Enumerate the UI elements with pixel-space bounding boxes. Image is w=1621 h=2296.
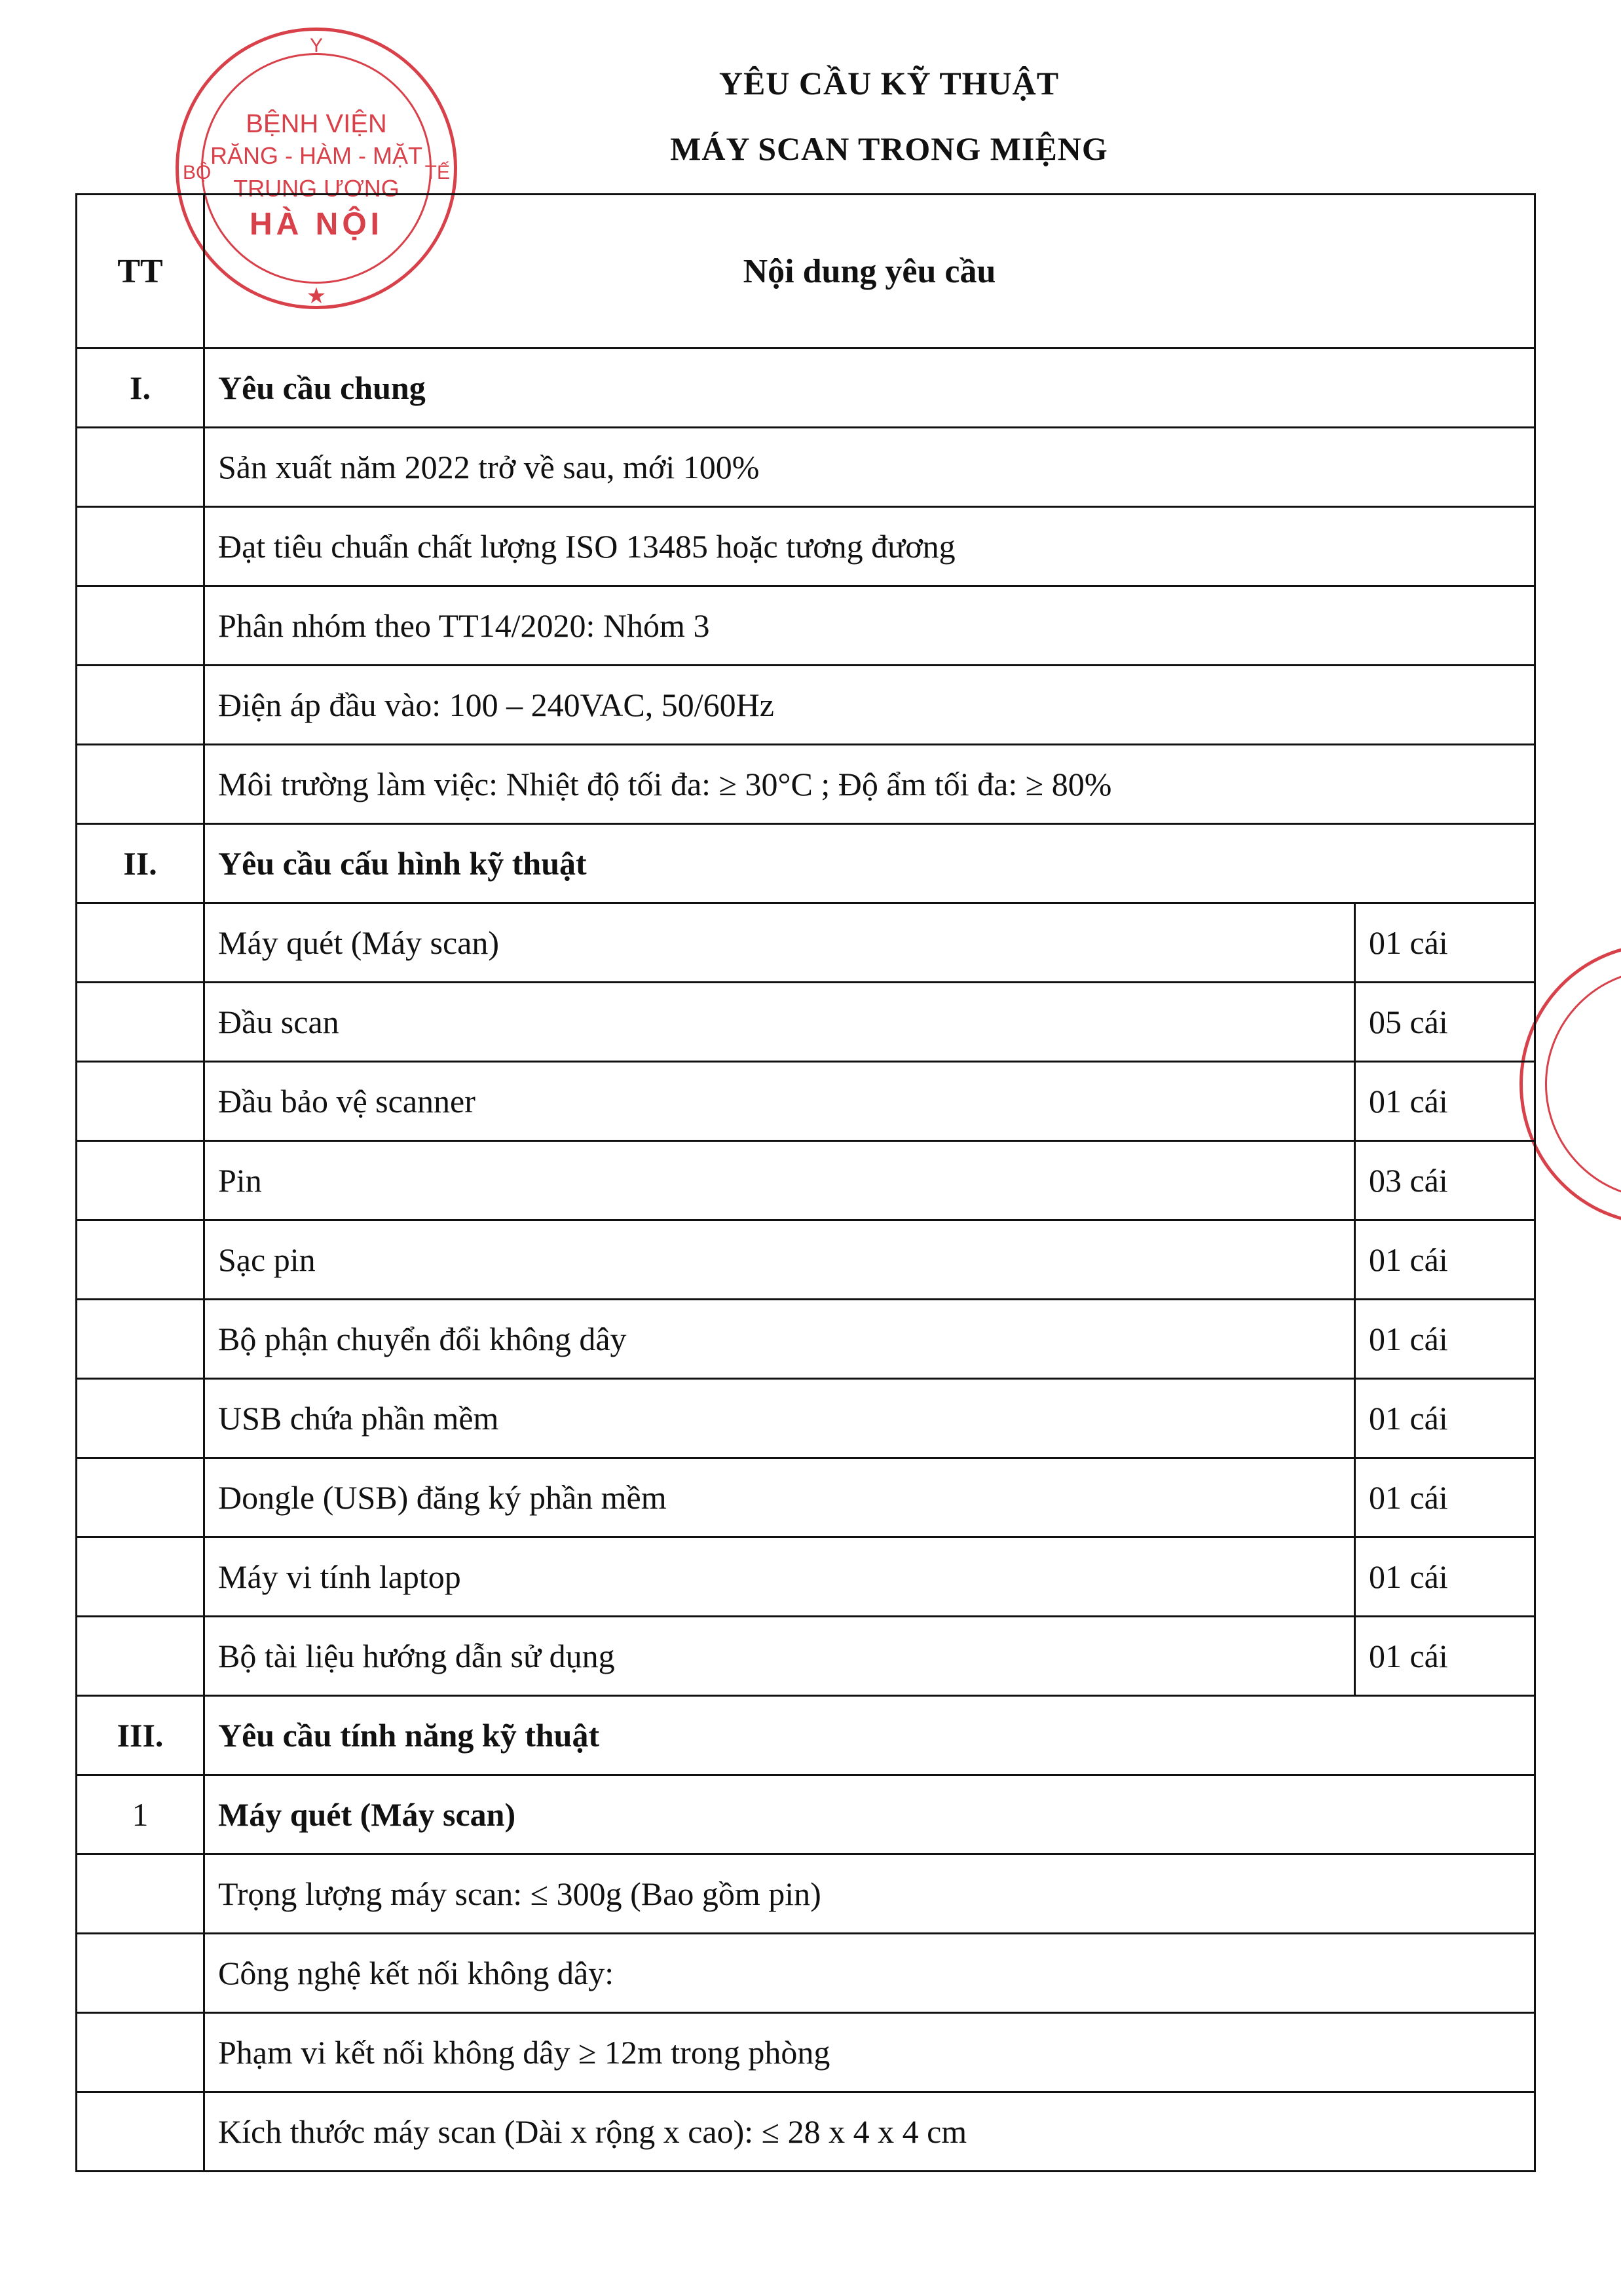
empty-cell bbox=[77, 1617, 204, 1696]
item-name: Máy quét (Máy scan) bbox=[204, 903, 1355, 983]
requirement-text: Phân nhóm theo TT14/2020: Nhóm 3 bbox=[204, 586, 1535, 666]
stamp-line-4: HÀ NỘI bbox=[250, 207, 383, 242]
table-row bbox=[77, 428, 1535, 507]
item-name: Pin bbox=[204, 1141, 1355, 1220]
table-row bbox=[77, 666, 1535, 745]
requirement-text: Sản xuất năm 2022 trở về sau, mới 100% bbox=[204, 428, 1535, 507]
requirement-text: Trọng lượng máy scan: ≤ 300g (Bao gồm pin) bbox=[204, 1854, 1535, 1934]
empty-cell bbox=[77, 1934, 204, 2013]
table-row bbox=[77, 586, 1535, 666]
table-row bbox=[77, 507, 1535, 586]
section-row bbox=[77, 824, 1535, 903]
requirements-table bbox=[75, 193, 1536, 2172]
empty-cell bbox=[77, 586, 204, 666]
empty-cell bbox=[77, 1854, 204, 1934]
empty-cell bbox=[77, 903, 204, 983]
empty-cell bbox=[77, 1537, 204, 1617]
stamp-line-2: RĂNG - HÀM - MẶT bbox=[210, 142, 422, 169]
empty-cell bbox=[77, 1300, 204, 1379]
empty-cell bbox=[77, 983, 204, 1062]
subsection-number: 1 bbox=[77, 1775, 204, 1854]
empty-cell bbox=[77, 1141, 204, 1220]
item-qty: 01 cái bbox=[1354, 1300, 1535, 1379]
empty-cell bbox=[77, 1220, 204, 1300]
partial-stamp-inner-ring bbox=[1545, 969, 1621, 1199]
item-name: Bộ tài liệu hướng dẫn sử dụng bbox=[204, 1617, 1355, 1696]
requirement-text: Phạm vi kết nối không dây ≥ 12m trong phòng bbox=[204, 2013, 1535, 2092]
item-qty: 01 cái bbox=[1354, 1379, 1535, 1458]
table-row bbox=[77, 1062, 1535, 1141]
item-qty: 05 cái bbox=[1354, 983, 1535, 1062]
requirement-text: Đạt tiêu chuẩn chất lượng ISO 13485 hoặc tương đương bbox=[204, 507, 1535, 586]
section-title: Yêu cầu tính năng kỹ thuật bbox=[204, 1696, 1535, 1775]
item-name: Đầu scan bbox=[204, 983, 1355, 1062]
section-row bbox=[77, 348, 1535, 428]
requirement-text: Công nghệ kết nối không dây: bbox=[204, 1934, 1535, 2013]
empty-cell bbox=[77, 507, 204, 586]
stamp-ring-left: BỘ bbox=[183, 162, 212, 183]
section-title: Yêu cầu cấu hình kỹ thuật bbox=[204, 824, 1535, 903]
item-name: Dongle (USB) đăng ký phần mềm bbox=[204, 1458, 1355, 1537]
item-name: Bộ phận chuyển đổi không dây bbox=[204, 1300, 1355, 1379]
table-row bbox=[77, 1458, 1535, 1537]
table-row bbox=[77, 903, 1535, 983]
table-row bbox=[77, 2092, 1535, 2172]
empty-cell bbox=[77, 1379, 204, 1458]
stamp-ring-right: TẾ bbox=[424, 162, 450, 183]
section-title: Yêu cầu chung bbox=[204, 348, 1535, 428]
subsection-row bbox=[77, 1775, 1535, 1854]
empty-cell bbox=[77, 666, 204, 745]
empty-cell bbox=[77, 1062, 204, 1141]
header-tt: TT bbox=[77, 195, 204, 348]
subsection-title: Máy quét (Máy scan) bbox=[204, 1775, 1535, 1854]
item-qty: 03 cái bbox=[1354, 1141, 1535, 1220]
table-row bbox=[77, 1537, 1535, 1617]
item-qty: 01 cái bbox=[1354, 1458, 1535, 1537]
item-qty: 01 cái bbox=[1354, 1617, 1535, 1696]
item-qty: 01 cái bbox=[1354, 1062, 1535, 1141]
table-row bbox=[77, 1617, 1535, 1696]
header-content: Nội dung yêu cầu bbox=[204, 195, 1535, 348]
table-row bbox=[77, 2013, 1535, 2092]
item-qty: 01 cái bbox=[1354, 1220, 1535, 1300]
stamp-line-1: BỆNH VIỆN bbox=[246, 109, 387, 138]
table-row bbox=[77, 1854, 1535, 1934]
star-icon: ★ bbox=[306, 284, 327, 309]
empty-cell bbox=[77, 428, 204, 507]
empty-cell bbox=[77, 2092, 204, 2172]
section-number: III. bbox=[77, 1696, 204, 1775]
item-name: Máy vi tính laptop bbox=[204, 1537, 1355, 1617]
table-row bbox=[77, 983, 1535, 1062]
empty-cell bbox=[77, 745, 204, 824]
item-name: USB chứa phần mềm bbox=[204, 1379, 1355, 1458]
item-qty: 01 cái bbox=[1354, 1537, 1535, 1617]
section-number: I. bbox=[77, 348, 204, 428]
item-name: Đầu bảo vệ scanner bbox=[204, 1062, 1355, 1141]
table-row bbox=[77, 1934, 1535, 2013]
document-subtitle: MÁY SCAN TRONG MIỆNG bbox=[670, 130, 1108, 167]
section-number: II. bbox=[77, 824, 204, 903]
table-row bbox=[77, 1379, 1535, 1458]
section-row bbox=[77, 1696, 1535, 1775]
table-header-row bbox=[77, 195, 1535, 348]
empty-cell bbox=[77, 2013, 204, 2092]
stamp-ring-top: Y bbox=[310, 35, 324, 56]
table-row bbox=[77, 1141, 1535, 1220]
table-row bbox=[77, 745, 1535, 824]
requirement-text: Kích thước máy scan (Dài x rộng x cao): ≤ 28 x 4 x 4 cm bbox=[204, 2092, 1535, 2172]
item-qty: 01 cái bbox=[1354, 903, 1535, 983]
item-name: Sạc pin bbox=[204, 1220, 1355, 1300]
document-title: YÊU CẦU KỸ THUẬT bbox=[718, 65, 1060, 102]
table-row bbox=[77, 1220, 1535, 1300]
table-row bbox=[77, 1300, 1535, 1379]
empty-cell bbox=[77, 1458, 204, 1537]
requirement-text: Điện áp đầu vào: 100 – 240VAC, 50/60Hz bbox=[204, 666, 1535, 745]
requirement-text: Môi trường làm việc: Nhiệt độ tối đa: ≥ 30°C ; Độ ẩm tối đa: ≥ 80% bbox=[204, 745, 1535, 824]
stamp-line-3: TRUNG ƯƠNG bbox=[233, 175, 400, 202]
